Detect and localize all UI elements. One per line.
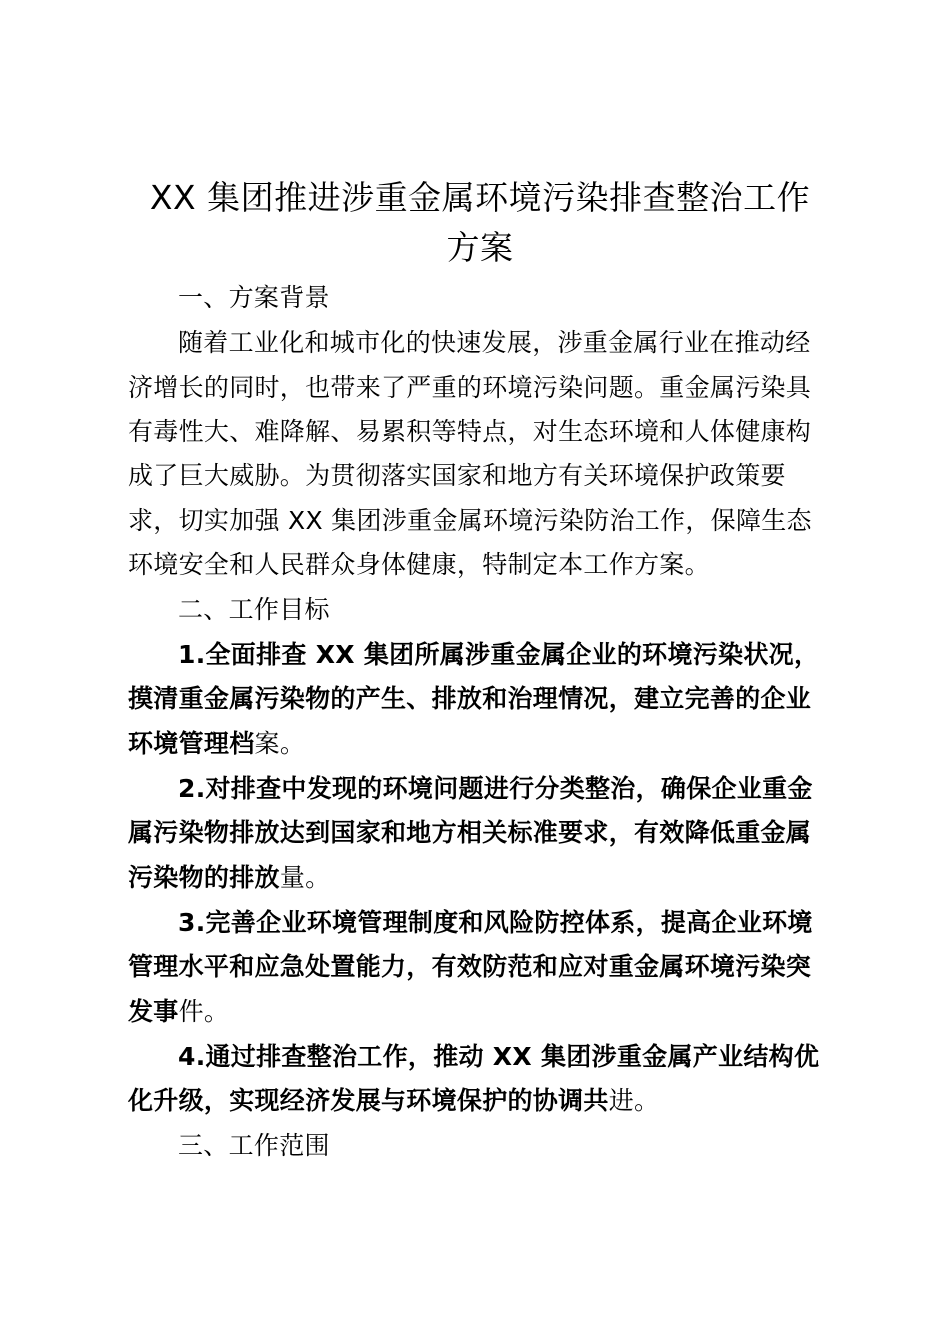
goal-3-line: 3.完善企业环境管理制度和风险防控体系，提高企业环境: [178, 908, 813, 937]
goal-3-normal-text: 件。: [178, 997, 230, 1026]
goal-4-bold-text: 化升级，实现经济发展与环境保护的协调共: [128, 1086, 609, 1115]
goal-2-line: 2.对排查中发现的环境问题进行分类整治，确保企业重金: [178, 774, 813, 803]
goal-2-line: 属污染物排放达到国家和地方相关标准要求，有效降低重金属: [128, 818, 812, 847]
goal-1-line: 1.全面排查 XX 集团所属涉重金属企业的环境污染状况，: [178, 640, 820, 669]
document-title-line-2: 方案: [446, 228, 514, 267]
section-1-paragraph-line: 求，切实加强 XX 集团涉重金属环境污染防治工作，保障生态: [128, 506, 812, 535]
section-1-paragraph-line: 随着工业化和城市化的快速发展，涉重金属行业在推动经: [178, 328, 811, 357]
goal-3-line: 管理水平和应急处置能力，有效防范和应对重金属环境污染突: [128, 952, 812, 981]
goal-1-bold-text: 环境管理档: [128, 729, 255, 758]
goal-1-line: [128, 728, 305, 760]
goal-2-bold-text: 污染物的排放: [128, 863, 280, 892]
goal-1-line: 摸清重金属污染物的产生、排放和治理情况，建立完善的企业: [128, 684, 812, 713]
goal-4-line: 4.通过排查整治工作，推动 XX 集团涉重金属产业结构优: [178, 1042, 820, 1071]
goal-4-line: [128, 1085, 659, 1117]
section-3-heading: 三、工作范围: [178, 1131, 330, 1160]
goal-4-normal-text: 进。: [608, 1086, 660, 1115]
goal-3-bold-text: 发事: [128, 997, 179, 1026]
goal-1-normal-text: 案。: [254, 729, 306, 758]
section-1-paragraph-line: 济增长的同时，也带来了严重的环境污染问题。重金属污染具: [128, 373, 812, 402]
document-title-line-1: XX 集团推进涉重金属环境污染排查整治工作: [149, 178, 811, 217]
goal-2-normal-text: 量。: [279, 863, 331, 892]
section-1-paragraph-line: 有毒性大、难降解、易累积等特点，对生态环境和人体健康构: [128, 417, 812, 446]
goal-3-line: [128, 996, 229, 1028]
section-1-heading: 一、方案背景: [178, 283, 330, 312]
section-1-paragraph-line: 成了巨大威胁。为贯彻落实国家和地方有关环境保护政策要: [128, 461, 786, 490]
goal-2-line: [128, 862, 330, 894]
section-2-heading: 二、工作目标: [178, 595, 330, 624]
section-1-paragraph-line: 环境安全和人民群众身体健康，特制定本工作方案。: [128, 550, 710, 579]
